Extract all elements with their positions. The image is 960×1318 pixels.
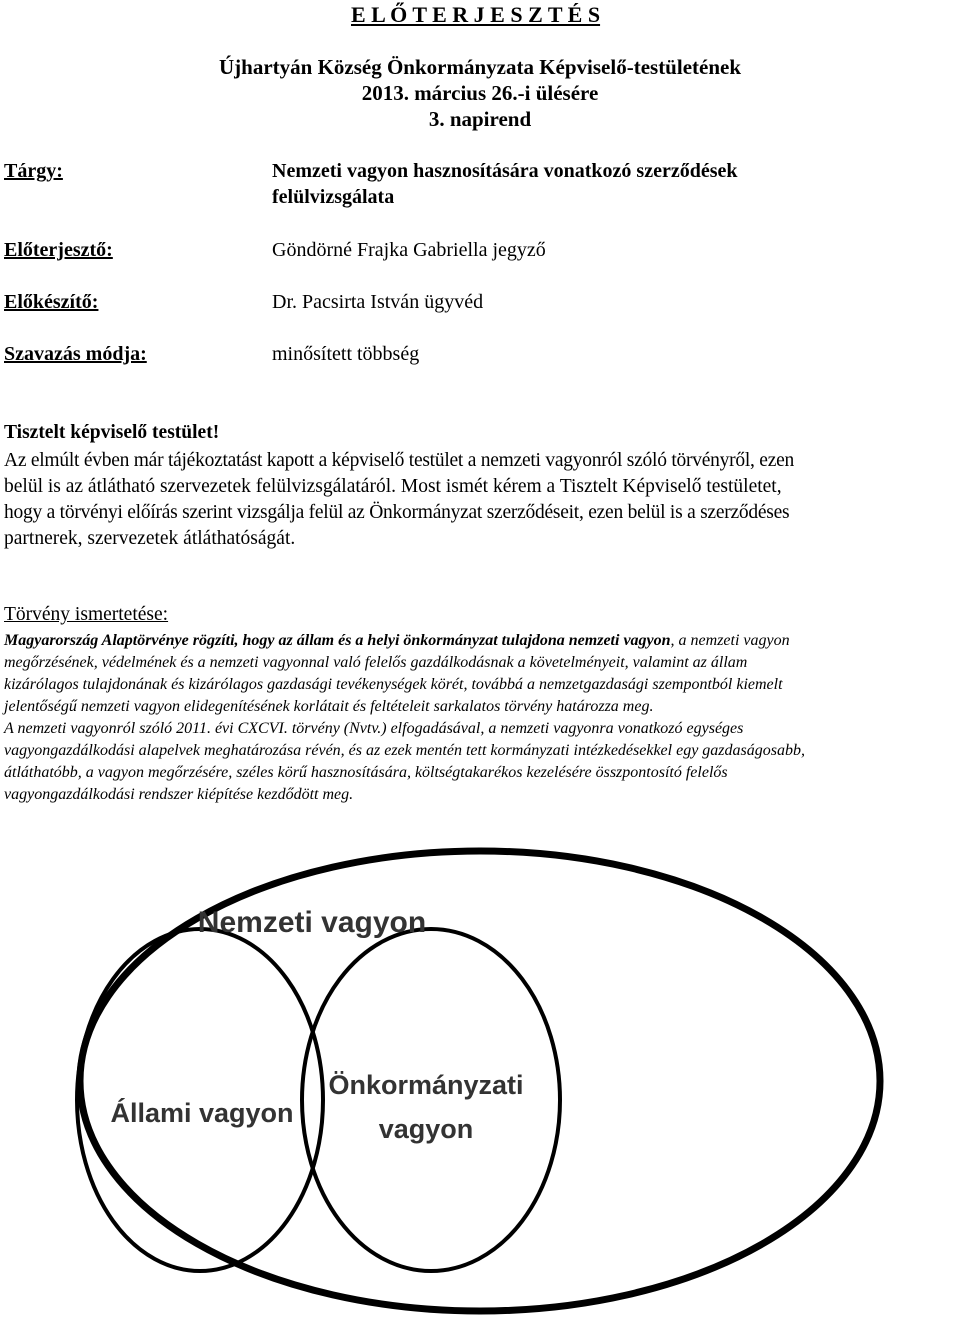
right-label-line-2: vagyon xyxy=(378,1114,474,1144)
outer-label: Nemzeti vagyon xyxy=(197,906,427,939)
right-label-line-1: Önkormányzati xyxy=(328,1070,524,1100)
preparer-value: Dr. Pacsirta István ügyvéd xyxy=(272,291,484,313)
subject-value-line-2: felülvizsgálata xyxy=(272,186,395,208)
voting-value: minősített többség xyxy=(272,343,420,365)
presenter-value: Göndörné Frajka Gabriella jegyző xyxy=(272,239,546,261)
law-line: vagyongazdálkodási rendszer kiépítése kezdődött meg. xyxy=(4,786,354,803)
law-line: jelentőségű nemzeti vagyon elidegenítésének korlátait és feltételeit sarkalatos törvény határozza meg. xyxy=(4,698,654,715)
header-line-2: 2013. március 26.-i ülésére xyxy=(361,81,599,105)
law-line: A nemzeti vagyonról szóló 2011. évi CXCVI. törvény (Nvtv.) elfogadásával, a nemzeti vagyonra vonatkozó egységes xyxy=(4,720,744,737)
law-line: átláthatóbb, a vagyon megőrzésére, széles körű hasznosítására, költségtakarékos kezelésére összpontosító felelős xyxy=(4,764,728,781)
law-line: kizárólagos tulajdonának és kizárólagos gazdasági tevékenységek körét, továbbá a nemzetgazdasági szempontból kiemelt xyxy=(4,676,783,693)
law-heading: Törvény ismertetése: xyxy=(4,604,169,625)
subject-value-line-1: Nemzeti vagyon hasznosítására vonatkozó szerződések xyxy=(272,160,738,182)
presenter-label: Előterjesztő: xyxy=(4,239,113,261)
greeting: Tisztelt képviselő testület! xyxy=(4,422,220,443)
header-line-1: Újhartyán Község Önkormányzata Képviselő-testületének xyxy=(218,55,742,79)
preparer-label: Előkészítő: xyxy=(4,291,99,313)
left-label: Állami vagyon xyxy=(110,1098,294,1128)
intro-line: hogy a törvényi előírás szerint vizsgálja felül az Önkormányzat szerződéseit, ezen belül is a szerződéses xyxy=(4,502,790,523)
voting-label: Szavazás módja: xyxy=(4,343,147,365)
law-line-rest: , a nemzeti vagyon xyxy=(670,632,790,649)
subject-label: Tárgy: xyxy=(4,160,63,182)
intro-line: Az elmúlt évben már tájékoztatást kapott a képviselő testület a nemzeti vagyonról szóló törvényről, ezen xyxy=(4,450,795,471)
intro-line: belül is az átlátható szervezetek felülvizsgálatáról. Most ismét kérem a Tisztelt Képviselő testületet, xyxy=(4,476,782,497)
law-line: vagyongazdálkodási alapelvek meghatározása révén, és az ezek mentén tett kormányzati intézkedésekkel egy gazdaságosabb, xyxy=(4,742,805,759)
document-title: E L Ő T E R J E S Z T É S xyxy=(351,2,601,27)
law-line-bold: Magyarország Alaptörvénye rögzíti, hogy az állam és a helyi önkormányzat tulajdona nemzeti vagyon xyxy=(4,632,671,649)
law-line: megőrzésének, védelmének és a nemzeti vagyonnal való felelős gazdálkodásnak a követelményeit, valamint az állam xyxy=(4,654,748,671)
right-ellipse xyxy=(302,929,560,1271)
intro-line: partnerek, szervezetek átláthatóságát. xyxy=(4,528,296,549)
header-line-3: 3. napirend xyxy=(428,107,532,131)
